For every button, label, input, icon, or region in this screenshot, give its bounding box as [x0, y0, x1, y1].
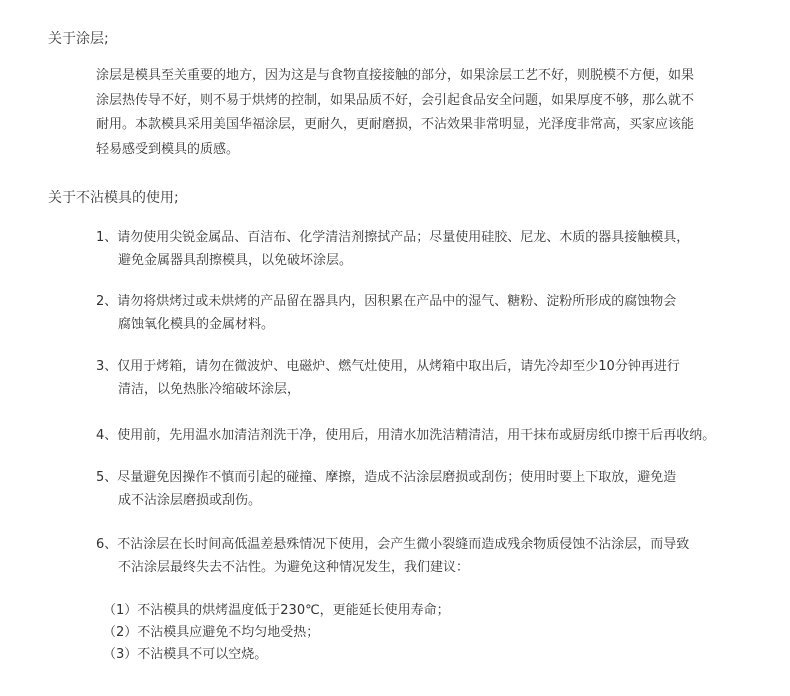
usage-item-line: 3、仅用于烤箱，请勿在微波炉、电磁炉、燃气灶使用，从烤箱中取出后，请先冷却至少10分钟再进行 — [96, 359, 680, 374]
coating-line: 涂层是模具至关重要的地方，因为这是与食物直接接触的部分，如果涂层工艺不好，则脱模不方便，如果 — [96, 68, 695, 83]
usage-item-5 — [96, 467, 780, 512]
usage-item-line: 5、尽量避免因操作不慎而引起的碰撞、摩擦，造成不沾涂层磨损或刮伤；使用时要上下取放，避免造 — [96, 470, 677, 485]
coating-line: 耐用。本款模具采用美国华福涂层，更耐久，更耐磨损，不沾效果非常明显，光泽度非常高，买家应该能 — [96, 117, 695, 132]
usage-item-6 — [96, 534, 780, 579]
usage-item-4 — [96, 425, 780, 448]
usage-item-2 — [96, 291, 780, 336]
usage-item-line: 腐蚀氧化模具的金属材料。 — [118, 316, 275, 332]
coating-line: 轻易感受到模具的质感。 — [96, 141, 240, 157]
suggestion-item: （1）不沾模具的烘烤温度低于230℃，更能延长使用寿命； — [103, 603, 450, 618]
usage-item-1 — [96, 227, 780, 272]
usage-item-line: 成不沾涂层磨损或刮伤。 — [118, 492, 262, 508]
suggestion-item: （3）不沾模具不可以空烧。 — [103, 647, 268, 662]
usage-item-line: 避免金属器具刮擦模具，以免破坏涂层。 — [118, 252, 353, 268]
usage-item-line: 1、请勿使用尖锐金属品、百洁布、化学清洁剂擦拭产品；尽量使用硅胶、尼龙、木质的器具接触模具， — [96, 230, 690, 245]
usage-item-line: 2、请勿将烘烤过或未烘烤的产品留在器具内，因积累在产品中的湿气、糖粉、淀粉所形成的腐蚀物会 — [96, 294, 677, 309]
usage-item-line: 4、使用前，先用温水加清洁剂洗干净，使用后，用清水加洗洁精清洁，用干抹布或厨房纸巾擦干后再收纳。 — [96, 428, 716, 443]
suggestion-item: （2）不沾模具应避免不均匀地受热； — [103, 625, 320, 640]
usage-item-line: 清洁，以免热胀冷缩破坏涂层， — [118, 381, 301, 397]
usage-item-line: 不沾涂层最终失去不沾性。为避免这种情况发生，我们建议： — [118, 559, 470, 575]
coating-paragraph — [96, 64, 768, 162]
suggestion-list — [103, 600, 763, 666]
usage-item-3 — [96, 356, 780, 401]
coating-line: 涂层热传导不好，则不易于烘烤的控制，如果品质不好，会引起食品安全问题，如果厚度不够，那么就不 — [96, 92, 695, 108]
usage-heading: 关于不沾模具的使用; — [48, 190, 179, 206]
coating-heading: 关于涂层; — [48, 31, 109, 47]
usage-item-line: 6、不沾涂层在长时间高低温差悬殊情况下使用，会产生微小裂缝而造成残余物质侵蚀不沾涂层，而导致 — [96, 537, 690, 552]
